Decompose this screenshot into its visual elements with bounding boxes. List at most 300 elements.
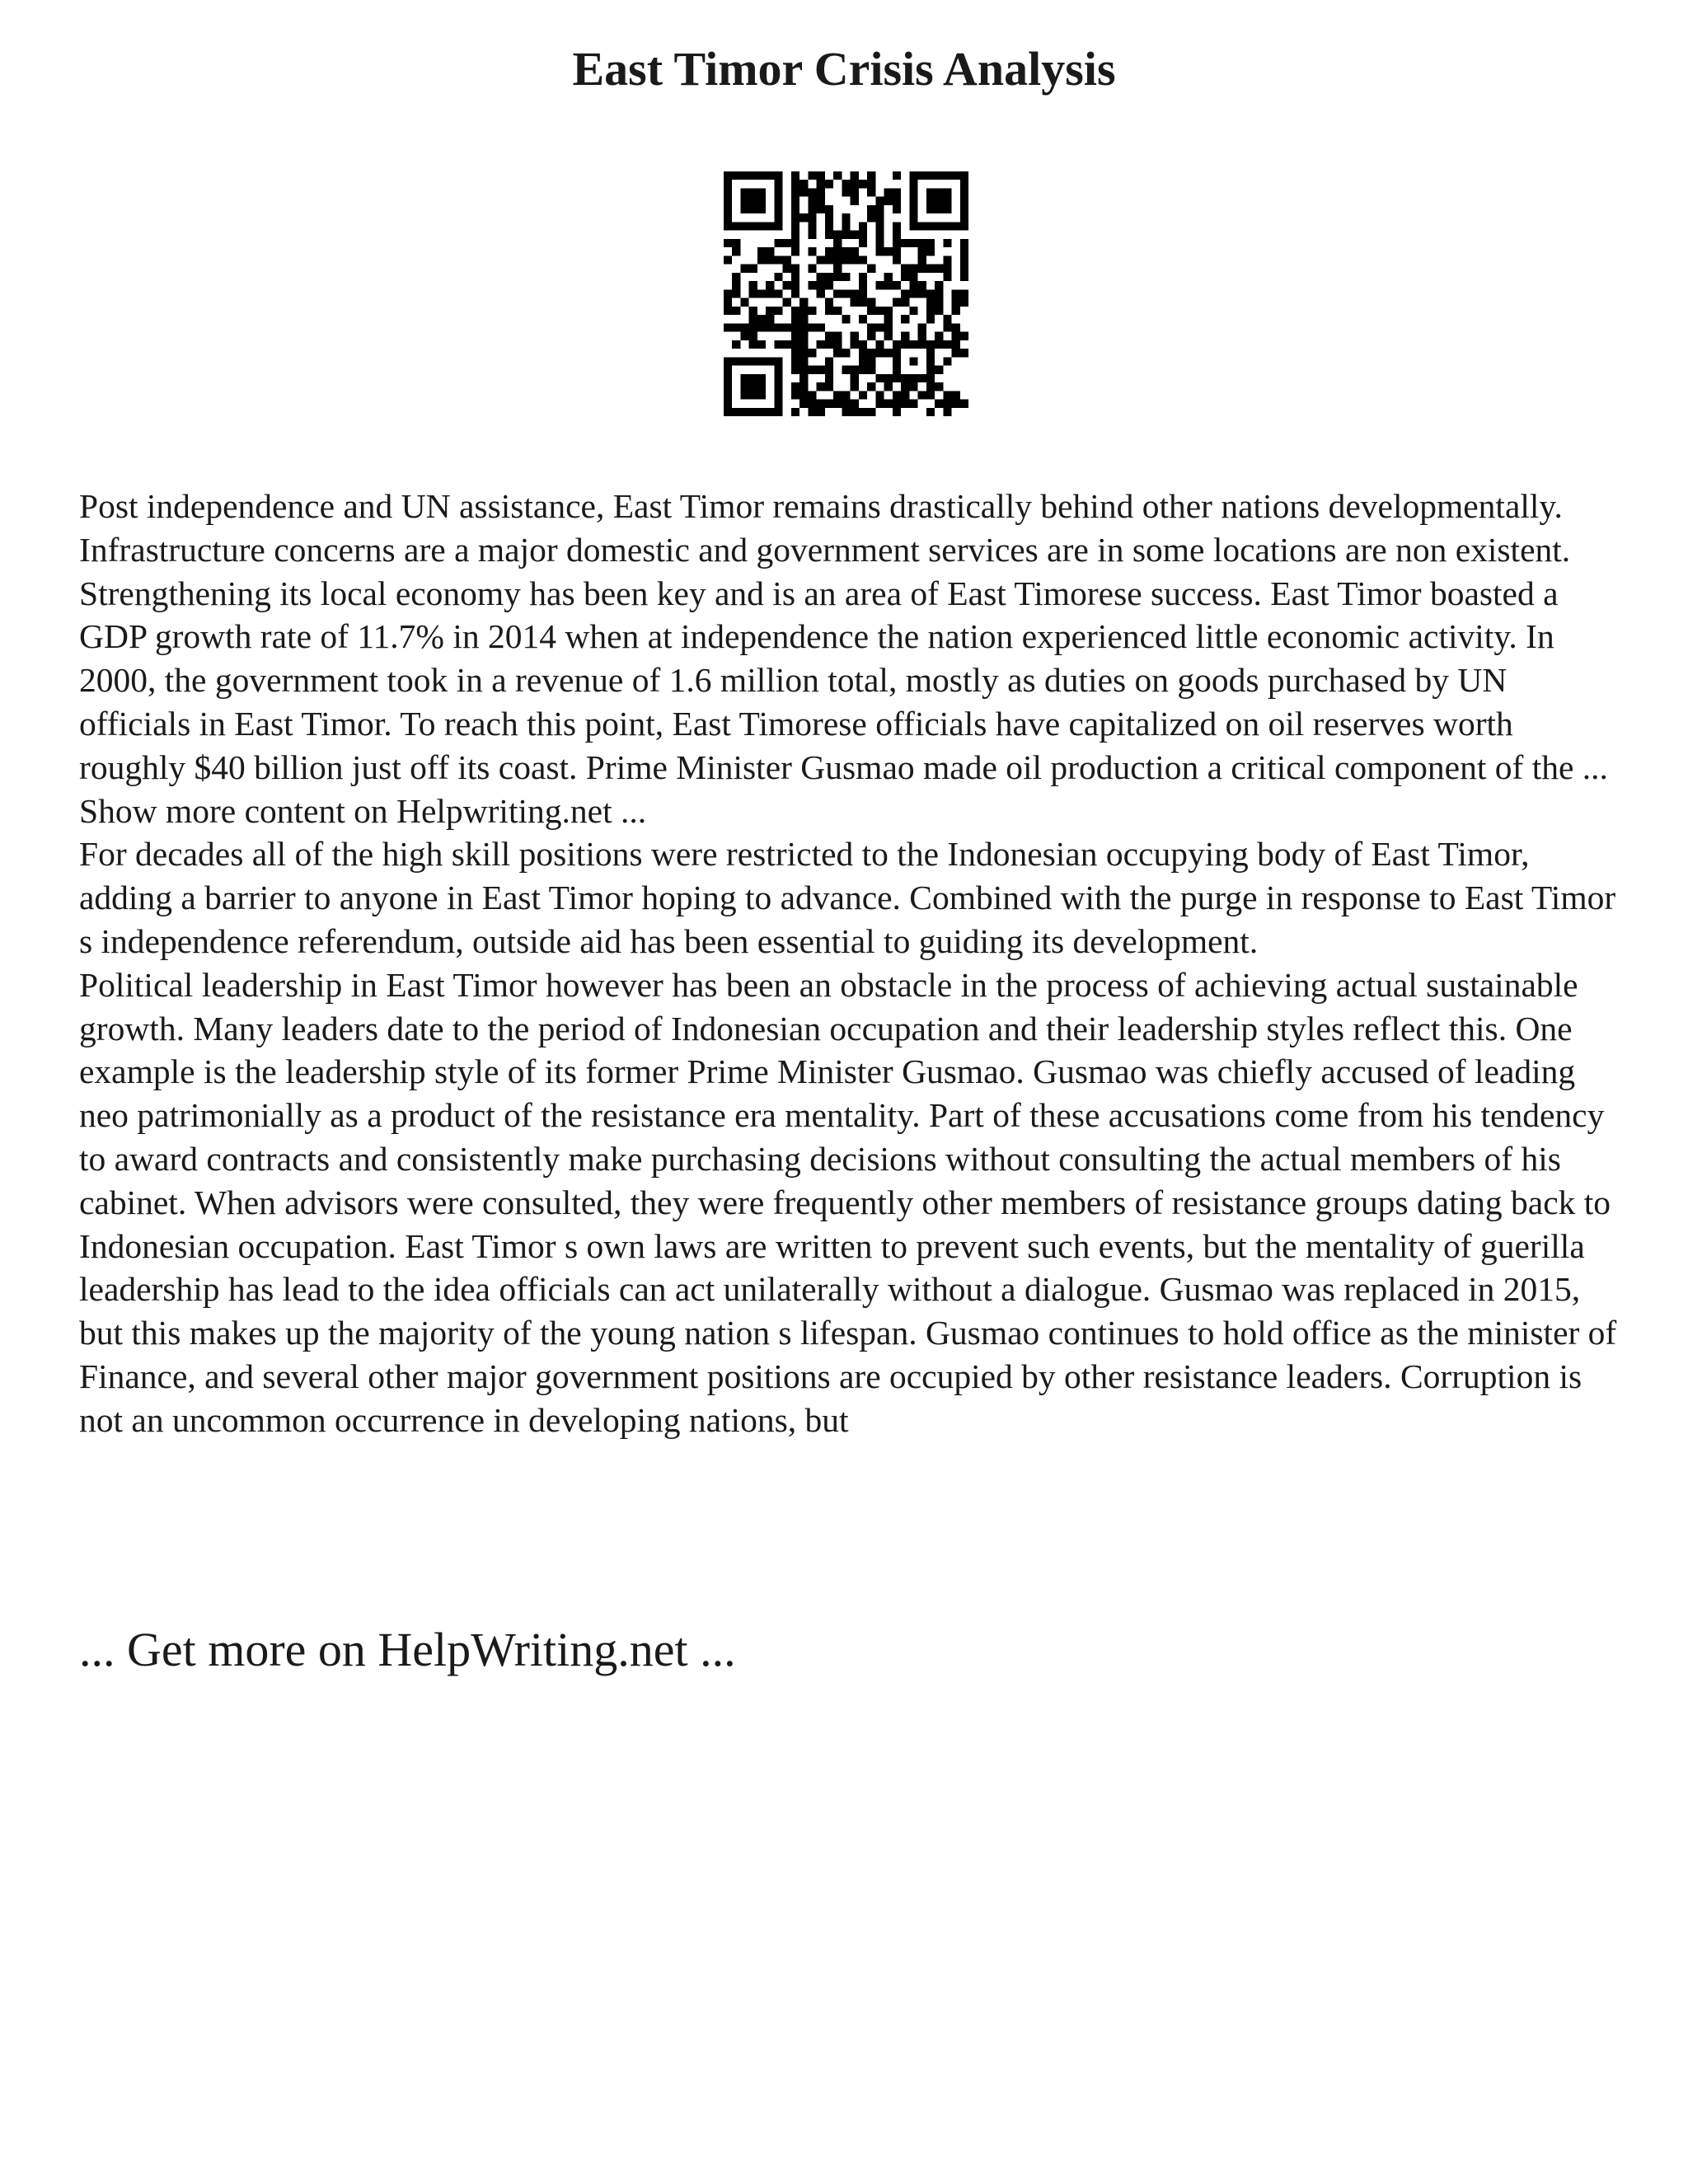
qr-module (799, 391, 808, 399)
qr-module (766, 171, 774, 180)
qr-module (766, 323, 774, 331)
qr-module (952, 340, 960, 349)
qr-module (766, 247, 774, 255)
qr-module (749, 197, 757, 205)
qr-module (909, 340, 917, 349)
qr-module (774, 391, 782, 399)
qr-module (724, 374, 732, 382)
qr-module (740, 298, 748, 307)
qr-module (817, 180, 825, 188)
qr-module (918, 247, 926, 255)
qr-module (909, 281, 917, 289)
qr-module (926, 197, 935, 205)
qr-module (875, 222, 884, 230)
qr-module (960, 298, 968, 307)
qr-module (960, 213, 968, 222)
qr-module (884, 315, 893, 323)
qr-module (926, 408, 935, 416)
qr-module (774, 307, 782, 315)
qr-module (935, 400, 943, 408)
qr-module (859, 289, 867, 298)
qr-module (757, 408, 766, 416)
qr-module (757, 247, 766, 255)
qr-module (833, 349, 842, 357)
qr-module (799, 366, 808, 374)
qr-module (893, 340, 901, 349)
qr-module (774, 222, 782, 230)
qr-module (859, 340, 867, 349)
qr-module (808, 171, 816, 180)
qr-module (851, 197, 859, 205)
qr-module (749, 265, 757, 273)
qr-module (774, 323, 782, 331)
qr-module (909, 400, 917, 408)
qr-module (935, 289, 943, 298)
qr-module (774, 273, 782, 281)
qr-module (817, 205, 825, 213)
qr-module (833, 340, 842, 349)
qr-module (808, 281, 816, 289)
qr-module (808, 349, 816, 357)
qr-module (757, 197, 766, 205)
qr-module (893, 247, 901, 255)
qr-module (943, 171, 951, 180)
qr-module (740, 222, 748, 230)
qr-module (825, 247, 833, 255)
qr-module (943, 197, 951, 205)
qr-module (918, 391, 926, 399)
qr-module (817, 366, 825, 374)
qr-module (918, 255, 926, 264)
qr-module (808, 188, 816, 196)
qr-module (943, 265, 951, 273)
qr-module (884, 382, 893, 391)
qr-module (901, 315, 909, 323)
qr-module (851, 366, 859, 374)
qr-module (825, 340, 833, 349)
qr-module (749, 374, 757, 382)
qr-module (884, 273, 893, 281)
qr-module (774, 171, 782, 180)
qr-module (842, 213, 850, 222)
qr-module (825, 374, 833, 382)
qr-module (766, 307, 774, 315)
qr-module (740, 323, 748, 331)
qr-module (851, 400, 859, 408)
qr-module (901, 391, 909, 399)
qr-module (833, 391, 842, 399)
qr-module (732, 247, 740, 255)
qr-module (960, 222, 968, 230)
qr-module (901, 400, 909, 408)
qr-module (893, 188, 901, 196)
qr-module (842, 315, 850, 323)
qr-module (791, 315, 799, 323)
qr-module (774, 255, 782, 264)
qr-module (960, 171, 968, 180)
qr-module (766, 289, 774, 298)
qr-module (791, 265, 799, 273)
qr-module (724, 197, 732, 205)
qr-module (960, 247, 968, 255)
qr-module (926, 289, 935, 298)
qr-module (757, 289, 766, 298)
qr-module (749, 340, 757, 349)
qr-module (724, 408, 732, 416)
qr-module (851, 247, 859, 255)
qr-module (817, 408, 825, 416)
qr-module (842, 247, 850, 255)
qr-module (724, 255, 732, 264)
qr-module (935, 281, 943, 289)
qr-module (799, 213, 808, 222)
qr-module (926, 307, 935, 315)
qr-module (893, 281, 901, 289)
qr-module (893, 239, 901, 247)
qr-module (791, 408, 799, 416)
qr-module (893, 366, 901, 374)
qr-module (901, 382, 909, 391)
qr-module (926, 374, 935, 382)
qr-module (851, 188, 859, 196)
qr-module (867, 171, 875, 180)
qr-module (740, 357, 748, 365)
qr-module (732, 239, 740, 247)
qr-module (867, 298, 875, 307)
qr-module (859, 349, 867, 357)
qr-module (935, 366, 943, 374)
qr-module (901, 289, 909, 298)
qr-module (893, 408, 901, 416)
qr-module (893, 298, 901, 307)
qr-module (774, 289, 782, 298)
qr-module (960, 180, 968, 188)
qr-module (943, 340, 951, 349)
qr-module (757, 188, 766, 196)
qr-module (757, 205, 766, 213)
qr-module (952, 323, 960, 331)
qr-module (960, 400, 968, 408)
qr-module (859, 391, 867, 399)
paragraph: Political leadership in East Timor however has been an obstacle in the process of achieving actual sustainable growth. Many leaders date to the period of Indonesian occupation and their leadership styles reflect this. One example is the leadership style of its former Prime Minister Gusmao. Gusmao was chiefly accused of leading neo patrimonially as a product of the resistance era mentality. Part of these accusations come from his tendency to award contracts and consistently make purchasing decisions without consulting the actual members of his cabinet. When advisors were consulted, they were frequently other members of resistance groups dating back to Indonesian occupation. East Timor s own laws are written to prevent such events, but the mentality of guerilla leadership has lead to the idea officials can act unilaterally without a dialogue. Gusmao was replaced in 2015, but this makes up the majority of the young nation s lifespan. Gusmao continues to hold office as the minister of Finance, and several other major government positions are occupied by other resistance leaders. Corruption is not an uncommon occurrence in developing nations, but (79, 965, 1617, 1439)
qr-module (808, 391, 816, 399)
qr-module (893, 357, 901, 365)
qr-module (791, 349, 799, 357)
qr-module (808, 222, 816, 230)
qr-module (867, 307, 875, 315)
qr-module (960, 265, 968, 273)
qr-module (833, 247, 842, 255)
qr-module (952, 222, 960, 230)
qr-module (909, 265, 917, 273)
qr-module (867, 213, 875, 222)
qr-module (960, 255, 968, 264)
qr-module (732, 323, 740, 331)
qr-module (757, 391, 766, 399)
qr-module (766, 315, 774, 323)
qr-module (799, 188, 808, 196)
qr-module (749, 307, 757, 315)
qr-module (859, 180, 867, 188)
qr-module (918, 323, 926, 331)
qr-module (783, 239, 791, 247)
qr-module (901, 298, 909, 307)
qr-module (851, 382, 859, 391)
qr-module (724, 391, 732, 399)
qr-module (875, 281, 884, 289)
qr-module (825, 382, 833, 391)
qr-module (893, 374, 901, 382)
qr-module (817, 323, 825, 331)
qr-module (749, 171, 757, 180)
qr-module (884, 307, 893, 315)
qr-module (825, 213, 833, 222)
qr-module (799, 349, 808, 357)
qr-module (724, 366, 732, 374)
qr-module (740, 188, 748, 196)
qr-module (791, 247, 799, 255)
qr-module (926, 349, 935, 357)
qr-module (808, 205, 816, 213)
qr-module (732, 273, 740, 281)
qr-module (884, 247, 893, 255)
qr-module (926, 265, 935, 273)
qr-module (909, 188, 917, 196)
qr-module (825, 205, 833, 213)
qr-module (952, 298, 960, 307)
qr-module (774, 197, 782, 205)
qr-module (842, 255, 850, 264)
qr-module (943, 255, 951, 264)
qr-module (859, 298, 867, 307)
qr-module (960, 349, 968, 357)
qr-module (799, 315, 808, 323)
qr-module (952, 171, 960, 180)
qr-module (732, 408, 740, 416)
qr-module (825, 357, 833, 365)
qr-module (875, 374, 884, 382)
qr-module (893, 255, 901, 264)
qr-module (757, 171, 766, 180)
qr-module (909, 273, 917, 281)
qr-module (884, 197, 893, 205)
qr-code-icon (724, 171, 968, 416)
qr-module (766, 222, 774, 230)
qr-module (952, 391, 960, 399)
qr-module (884, 374, 893, 382)
qr-module (724, 400, 732, 408)
qr-module (909, 374, 917, 382)
qr-module (867, 265, 875, 273)
qr-module (791, 213, 799, 222)
qr-module (926, 298, 935, 307)
qr-module (749, 281, 757, 289)
qr-module (842, 273, 850, 281)
qr-module (724, 188, 732, 196)
qr-module (943, 400, 951, 408)
qr-module (952, 400, 960, 408)
qr-module (851, 171, 859, 180)
qr-module (875, 391, 884, 399)
qr-module (749, 222, 757, 230)
qr-module (791, 205, 799, 213)
qr-module (935, 307, 943, 315)
qr-module (766, 408, 774, 416)
qr-module (791, 222, 799, 230)
qr-module (935, 265, 943, 273)
qr-module (724, 323, 732, 331)
qr-module (808, 213, 816, 222)
qr-module (875, 231, 884, 239)
qr-module (757, 323, 766, 331)
qr-module (749, 205, 757, 213)
qr-module (867, 205, 875, 213)
qr-module (926, 239, 935, 247)
qr-module (935, 382, 943, 391)
qr-module (791, 366, 799, 374)
qr-module (842, 231, 850, 239)
qr-module (724, 213, 732, 222)
qr-module (774, 213, 782, 222)
qr-module (859, 222, 867, 230)
qr-module (740, 374, 748, 382)
qr-module (799, 357, 808, 365)
qr-module (909, 222, 917, 230)
get-more-link[interactable]: ... Get more on HelpWriting.net ... (79, 1623, 736, 1676)
qr-module (851, 408, 859, 416)
document-body (79, 485, 1620, 1442)
qr-module (749, 323, 757, 331)
qr-module (918, 374, 926, 382)
qr-module (833, 289, 842, 298)
qr-module (926, 366, 935, 374)
qr-module (783, 323, 791, 331)
qr-module (909, 180, 917, 188)
qr-module (740, 205, 748, 213)
qr-module (875, 307, 884, 315)
qr-module (740, 408, 748, 416)
qr-module (943, 323, 951, 331)
qr-module (757, 374, 766, 382)
qr-module (766, 357, 774, 365)
qr-module (901, 374, 909, 382)
qr-module (859, 231, 867, 239)
qr-module (774, 205, 782, 213)
qr-module (740, 171, 748, 180)
qr-module (808, 408, 816, 416)
qr-module (825, 281, 833, 289)
qr-module (851, 340, 859, 349)
qr-module (867, 408, 875, 416)
qr-module (893, 231, 901, 239)
paragraph: Post independence and UN assistance, East Timor remains drastically behind other nations developmentally. Infrastructure concerns are a major domestic and government services are in some locations are non existent. Strengthening its local economy has been key and is an area of East Timorese success. East Timor boasted a GDP growth rate of 11.7% in 2014 when at independence the nation experienced little economic activity. In 2000, the government took in a revenue of 1.6 million total, mostly as duties on goods purchased by UN officials in East Timor. To reach this point, East Timorese officials have capitalized on oil reserves worth roughly $40 billion just off its coast. Prime Minister Gusmao made oil production a critical component of the ... Show more content on Helpwriting.net ... (79, 487, 1608, 830)
document-title: East Timor Crisis Analysis (572, 42, 1116, 96)
qr-module (817, 340, 825, 349)
qr-module (757, 255, 766, 264)
qr-module (749, 391, 757, 399)
qr-module (808, 323, 816, 331)
qr-module (774, 340, 782, 349)
qr-module (799, 307, 808, 315)
qr-module (884, 188, 893, 196)
qr-module (799, 298, 808, 307)
qr-module (825, 400, 833, 408)
qr-module (808, 307, 816, 315)
qr-module (960, 289, 968, 298)
qr-module (749, 332, 757, 340)
qr-module (918, 222, 926, 230)
qr-module (875, 239, 884, 247)
qr-module (867, 188, 875, 196)
qr-module (884, 400, 893, 408)
paragraph: For decades all of the high skill positions were restricted to the Indonesian occupying body of East Timor, adding a barrier to anyone in East Timor hoping to advance. Combined with the purge in response to East Timor s independence referendum, outside aid has been essential to guiding its development. (79, 835, 1616, 960)
qr-module (943, 239, 951, 247)
qr-module (817, 382, 825, 391)
qr-module (791, 332, 799, 340)
qr-module (842, 366, 850, 374)
qr-module (774, 400, 782, 408)
qr-module (901, 332, 909, 340)
qr-module (724, 180, 732, 188)
qr-module (799, 180, 808, 188)
qr-module (918, 265, 926, 273)
qr-module (817, 188, 825, 196)
qr-module (783, 298, 791, 307)
qr-module (867, 323, 875, 331)
qr-module (817, 289, 825, 298)
qr-module (859, 239, 867, 247)
qr-module (757, 382, 766, 391)
qr-module (799, 323, 808, 331)
qr-module (909, 382, 917, 391)
qr-module (952, 332, 960, 340)
qr-module (960, 197, 968, 205)
qr-module (817, 281, 825, 289)
qr-module (833, 273, 842, 281)
qr-module (875, 349, 884, 357)
qr-module (783, 265, 791, 273)
qr-module (918, 289, 926, 298)
qr-module (791, 340, 799, 349)
qr-module (732, 222, 740, 230)
qr-module (757, 222, 766, 230)
qr-module (935, 188, 943, 196)
qr-module (918, 332, 926, 340)
qr-module (943, 205, 951, 213)
qr-module (791, 273, 799, 281)
qr-module (833, 265, 842, 273)
qr-module (867, 366, 875, 374)
qr-module (791, 171, 799, 180)
qr-module (724, 307, 732, 315)
qr-module (817, 197, 825, 205)
qr-module (893, 171, 901, 180)
qr-module (909, 357, 917, 365)
qr-module (893, 391, 901, 399)
qr-module (825, 366, 833, 374)
qr-module (867, 332, 875, 340)
qr-module (825, 255, 833, 264)
qr-module (960, 273, 968, 281)
qr-module (791, 188, 799, 196)
qr-module (732, 171, 740, 180)
qr-module (909, 197, 917, 205)
qr-module (833, 400, 842, 408)
qr-module (724, 357, 732, 365)
qr-module (960, 239, 968, 247)
qr-module (943, 357, 951, 365)
qr-module (732, 340, 740, 349)
